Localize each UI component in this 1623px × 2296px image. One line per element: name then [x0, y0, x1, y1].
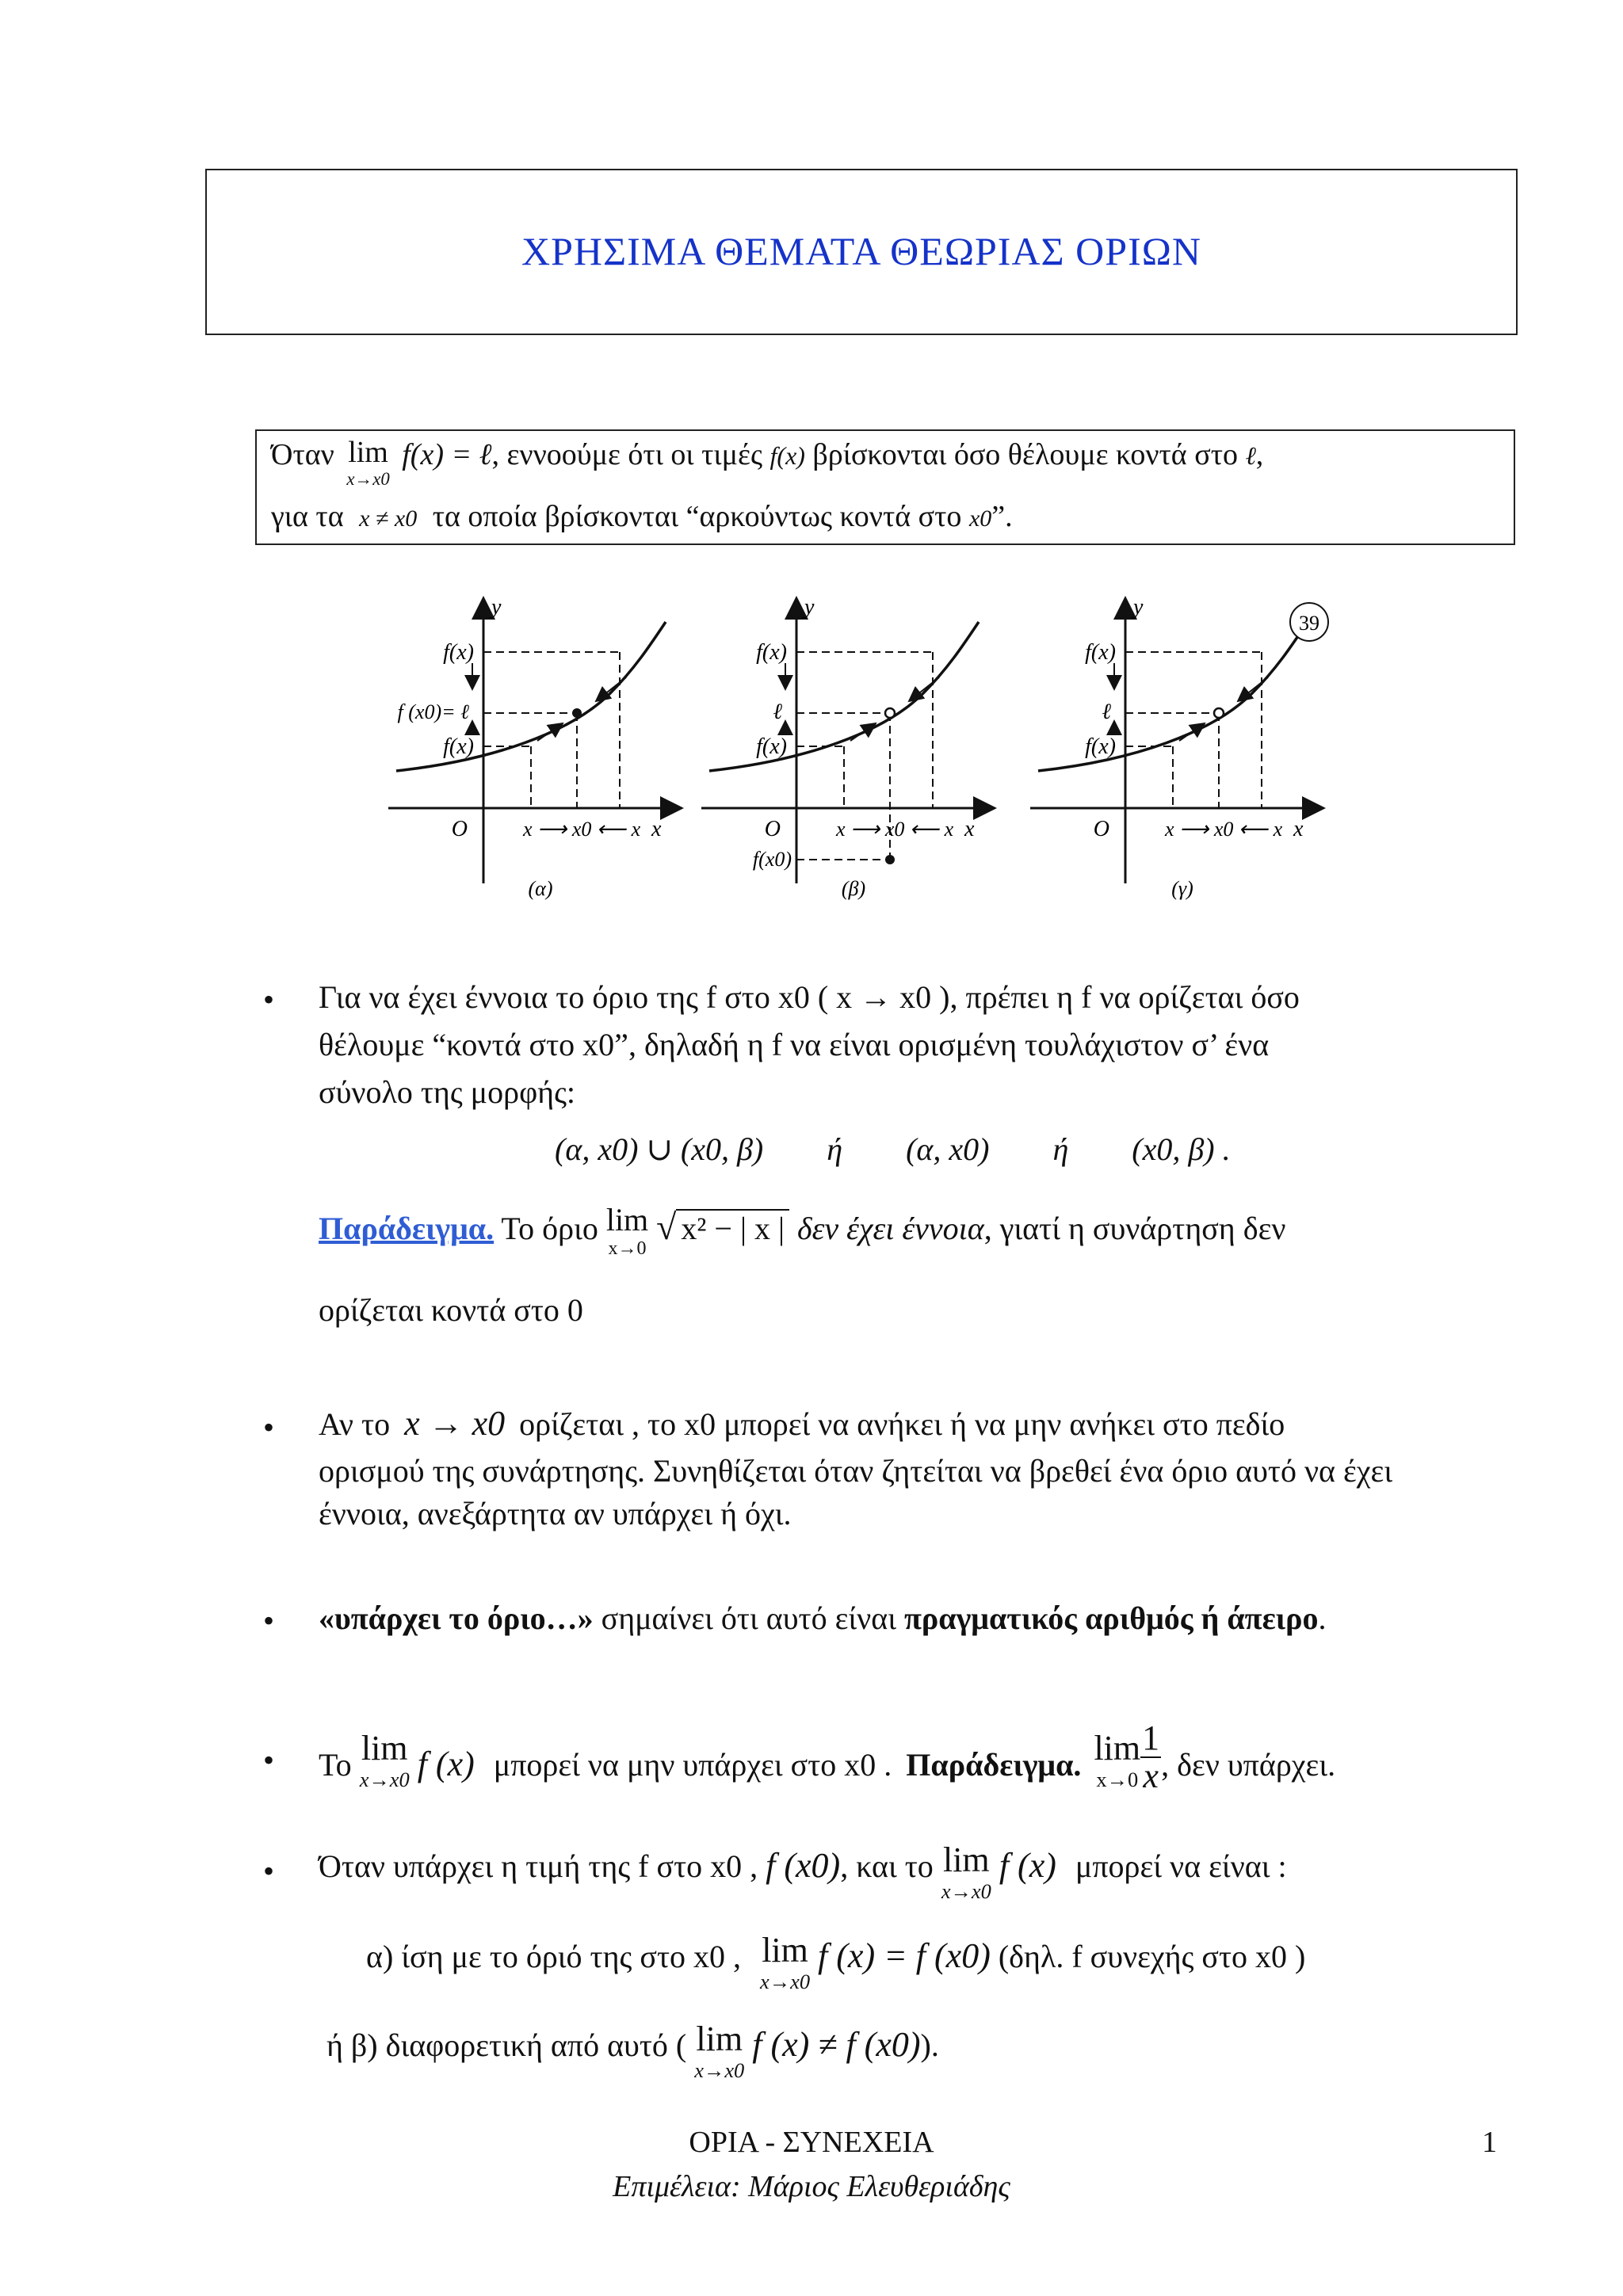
- b4-mid: μπορεί να μην υπάρχει στο x0 .: [493, 1747, 892, 1783]
- filled-point: [885, 855, 895, 864]
- page-number: 1: [1482, 2126, 1497, 2159]
- label-fx: f(x): [756, 640, 787, 665]
- lim-sub: x→x0: [359, 1768, 410, 1791]
- bullet-dot: •: [263, 1409, 275, 1445]
- label-y: y: [1133, 595, 1144, 620]
- b2-expr: x → x0: [404, 1404, 506, 1443]
- lim-word: lim: [942, 1840, 990, 1879]
- figure-alpha: [388, 595, 682, 900]
- b3-end: .: [1318, 1600, 1327, 1636]
- arrow: [1238, 677, 1268, 701]
- label-x: x: [1293, 817, 1304, 841]
- bullet-dot: •: [263, 1603, 275, 1638]
- bullet-1-line-3: σύνολο της μορφής:: [319, 1074, 576, 1110]
- label-fx: f(x): [443, 734, 474, 759]
- lim-word: lim: [605, 1202, 649, 1238]
- label-x-arrows: x ⟶ x0 ⟵ x: [1165, 818, 1283, 841]
- def-start: Όταν: [271, 438, 334, 471]
- label-x-arrows: x ⟶ x0 ⟵ x: [836, 818, 954, 841]
- label-ell: ℓ: [773, 700, 782, 724]
- lim-word: lim: [1094, 1729, 1141, 1768]
- bullet-dot: •: [263, 1742, 275, 1778]
- definition-line-2: [271, 499, 1013, 534]
- def-mid: , εννοούμε ότι οι τιμές: [491, 438, 763, 471]
- case-b-line: [327, 2019, 939, 2082]
- lim-sub: x→x0: [694, 2058, 745, 2082]
- arrow: [850, 723, 876, 741]
- b4-start: Το: [319, 1747, 352, 1783]
- case-a-line: [366, 1933, 1305, 1992]
- def-end: βρίσκονται όσο θέλουμε κοντά στο: [812, 438, 1238, 471]
- example-limit: [606, 1204, 648, 1258]
- open-point: [885, 708, 895, 718]
- b5-start: Όταν υπάρχει η τιμή της f στο x0 ,: [319, 1848, 758, 1884]
- def-x-neq: x ≠ x0: [359, 505, 418, 532]
- b2-b: ορίζεται , το x0 μπορεί να ανήκει ή να μην ανήκει στο πεδίο: [519, 1406, 1285, 1442]
- bullet-2-line-2: ορισμού της συνάρτησης. Συνηθίζεται όταν ζητείται να βρεθεί ένα όριο αυτό να έχει: [319, 1453, 1393, 1489]
- def-comma: ,: [1255, 438, 1264, 471]
- bullet-4-line: [319, 1718, 1336, 1806]
- b2-a: Αν το: [319, 1406, 391, 1442]
- limit-figures: [372, 582, 1347, 915]
- footer-author: Επιμέλεια: Μάριος Ελευθεριάδης: [613, 2170, 1010, 2203]
- b4-end: , δεν υπάρχει.: [1161, 1747, 1336, 1783]
- example-expr: x² − | x |: [676, 1209, 789, 1246]
- bullet-1-line-2: θέλουμε “κοντά στο x0”, δηλαδή η f να είναι ορισμένη τουλάχιστον σ’ ένα: [319, 1027, 1270, 1062]
- b4-example: Παράδειγμα.: [906, 1747, 1082, 1783]
- b5-mid: , και το: [840, 1848, 934, 1884]
- frac-num: 1: [1142, 1718, 1160, 1757]
- def-fx-eq-l: f(x) = ℓ: [402, 438, 492, 471]
- example-1-line-1: [319, 1204, 1285, 1258]
- def-ell: ℓ: [1245, 441, 1256, 470]
- caption-gamma: (γ): [1171, 877, 1193, 900]
- label-fx: f(x): [1085, 734, 1116, 759]
- b3-bold-1: «υπάρχει το όριο…»: [319, 1600, 594, 1636]
- case-a-start: α) ίση με το όριό της στο x0 ,: [366, 1939, 742, 1974]
- label-origin: O: [764, 817, 781, 841]
- example-text-2: , γιατί η συνάρτηση δεν: [983, 1211, 1286, 1246]
- lim-word: lim: [696, 2019, 743, 2058]
- def-fx: f(x): [769, 441, 805, 470]
- lim-sub: x→0: [1096, 1768, 1139, 1791]
- lim-word: lim: [348, 436, 388, 469]
- figure-gamma: [1030, 595, 1328, 900]
- arrow: [537, 723, 563, 741]
- label-ell: ℓ: [1102, 700, 1111, 724]
- case-b-end: ).: [920, 2027, 939, 2063]
- label-x: x: [964, 817, 975, 841]
- arrow: [596, 677, 626, 701]
- case-b-expr: f (x) ≠ f (x0): [752, 2025, 921, 2064]
- sqrt-icon: √: [656, 1207, 677, 1247]
- lim-sub: x→0: [608, 1238, 647, 1259]
- b4-limit: [360, 1731, 410, 1790]
- caption-beta: (β): [841, 877, 866, 900]
- page-title: ΧΡΗΣΙΜΑ ΘΕΜΑΤΑ ΘΕΩΡΙΑΣ ΟΡΙΩΝ: [521, 229, 1201, 273]
- label-origin: O: [451, 817, 468, 841]
- bullet-5-line: [319, 1840, 1287, 1903]
- bullet-3-line: [319, 1596, 1327, 1642]
- arrow: [909, 677, 939, 701]
- lim-sub: x→x0: [346, 469, 390, 489]
- b5-limit: [941, 1840, 991, 1903]
- bullet-2-line-1: [319, 1401, 1285, 1447]
- bullet-dot: •: [263, 1853, 275, 1889]
- case-a-end: (δηλ. f συνεχής στο x0 ): [998, 1939, 1306, 1974]
- lim-word: lim: [361, 1729, 408, 1768]
- example-link[interactable]: Παράδειγμα.: [319, 1211, 495, 1246]
- label-x: x: [651, 817, 662, 841]
- arrow: [1179, 723, 1205, 741]
- bullet-2-line-3: έννοια, ανεξάρτητα αν υπάρχει ή όχι.: [319, 1496, 792, 1531]
- label-y: y: [804, 595, 815, 620]
- caption-alpha: (α): [528, 877, 553, 900]
- page-badge: 39: [1299, 612, 1319, 635]
- label-fx: f(x): [1085, 640, 1116, 665]
- b5-end: μπορεί να είναι :: [1075, 1848, 1287, 1884]
- label-fx: f(x): [443, 640, 474, 665]
- example-1-line-2: ορίζεται κοντά στο 0: [319, 1292, 583, 1328]
- filled-point: [572, 708, 582, 718]
- frac-den: x: [1143, 1756, 1159, 1795]
- b4-limit-2: [1094, 1731, 1140, 1790]
- label-fx0-eq-l: f (x0)= ℓ: [397, 700, 469, 723]
- bullet-dot: •: [263, 982, 275, 1017]
- label-fx0: f(x0): [752, 848, 792, 871]
- bullet-1-sets: (α, x0) ∪ (x0, β) ή (α, x0) ή (x0, β) .: [555, 1131, 1231, 1167]
- case-a-expr: f (x) = f (x0): [818, 1936, 991, 1975]
- example-text-1: Το όριο: [501, 1211, 598, 1246]
- case-b-start: ή β) διαφορετική από αυτό (: [327, 2027, 687, 2063]
- example-italic: δεν έχει έννοια: [797, 1211, 984, 1246]
- b3-bold-2: πραγματικός αριθμός ή άπειρο: [903, 1600, 1319, 1636]
- def-limit: [346, 437, 389, 489]
- case-a-limit: [760, 1933, 810, 1992]
- label-x-arrows: x ⟶ x0 ⟵ x: [523, 818, 641, 841]
- fraction: [1140, 1720, 1161, 1794]
- lim-sub: x→x0: [941, 1879, 991, 1903]
- b5-fx: f (x): [999, 1846, 1056, 1885]
- lim-word: lim: [762, 1931, 808, 1970]
- lim-sub: x→x0: [760, 1970, 811, 1993]
- def-line2-start: για τα: [271, 500, 344, 533]
- definition-line-1: [271, 437, 1263, 489]
- label-origin: O: [1093, 817, 1109, 841]
- figure-beta: [701, 595, 995, 900]
- def-close: ”.: [991, 500, 1013, 533]
- label-fx: f(x): [756, 734, 787, 759]
- bullet-1-line-1: Για να έχει έννοια το όριο της f στο x0 ( x → x0 ), πρέπει η f να ορίζεται όσο: [319, 979, 1300, 1015]
- b3-text: σημαίνει ότι αυτό είναι: [593, 1600, 904, 1636]
- def-line2-end: τα οποία βρίσκονται “αρκούντως κοντά στο: [432, 500, 962, 533]
- b5-fx0: f (x0): [766, 1846, 841, 1885]
- footer-title: ΟΡΙΑ - ΣΥΝΕΧΕΙΑ: [689, 2126, 934, 2159]
- b4-fx: f (x): [417, 1745, 475, 1784]
- case-b-limit: [694, 2019, 745, 2082]
- open-point: [1214, 708, 1224, 718]
- def-x0: x0: [968, 505, 992, 532]
- label-y: y: [491, 595, 502, 620]
